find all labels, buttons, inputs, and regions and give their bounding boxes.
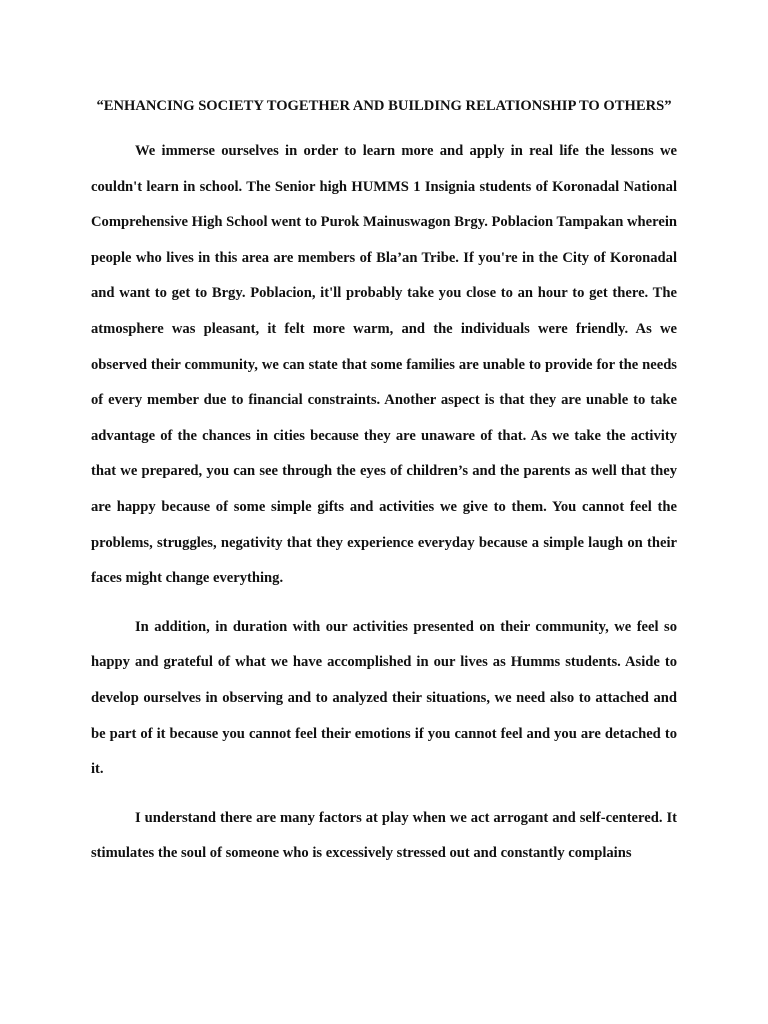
- paragraph-2: In addition, in duration with our activities presented on their community, we feel so happy and grateful of what we have accomplished in our lives as Humms students. Aside to develop ourselves in observing and to analyzed their situations, we need also to attached and be part of it because you cannot feel their emotions if you cannot feel and you are detached to it.: [91, 618, 677, 778]
- paragraph-1: We immerse ourselves in order to learn more and apply in real life the lessons we couldn't learn in school. The Senior high HUMMS 1 Insignia students of Koronadal National Comprehensive High School went to Purok Mainuswagon Brgy. Poblacion Tampakan wherein people who lives in this area are members of Bla’an Tribe. If you're in the City of Koronadal and want to get to Brgy. Poblacion, it'll probably take you close to an hour to get there. The atmosphere was pleasant, it felt more warm, and the individuals were friendly. As we observed their community, we can state that some families are unable to provide for the needs of every member due to financial constraints. Another aspect is that they are unable to take advantage of the chances in cities because they are unaware of that. As we take the activity that we prepared, you can see through the eyes of children’s and the parents as well that they are happy because of some simple gifts and activities we give to them. You cannot feel the problems, struggles, negativity that they experience everyday because a simple laugh on their faces might change everything.: [91, 143, 677, 587]
- paragraph-3: I understand there are many factors at play when we act arrogant and self-centered. It stimulates the soul of someone who is excessively stressed out and constantly complains: [91, 809, 677, 862]
- document-title: “ENHANCING SOCIETY TOGETHER AND BUILDING RELATIONSHIP TO OTHERS”: [96, 98, 672, 114]
- document-body: [91, 88, 677, 885]
